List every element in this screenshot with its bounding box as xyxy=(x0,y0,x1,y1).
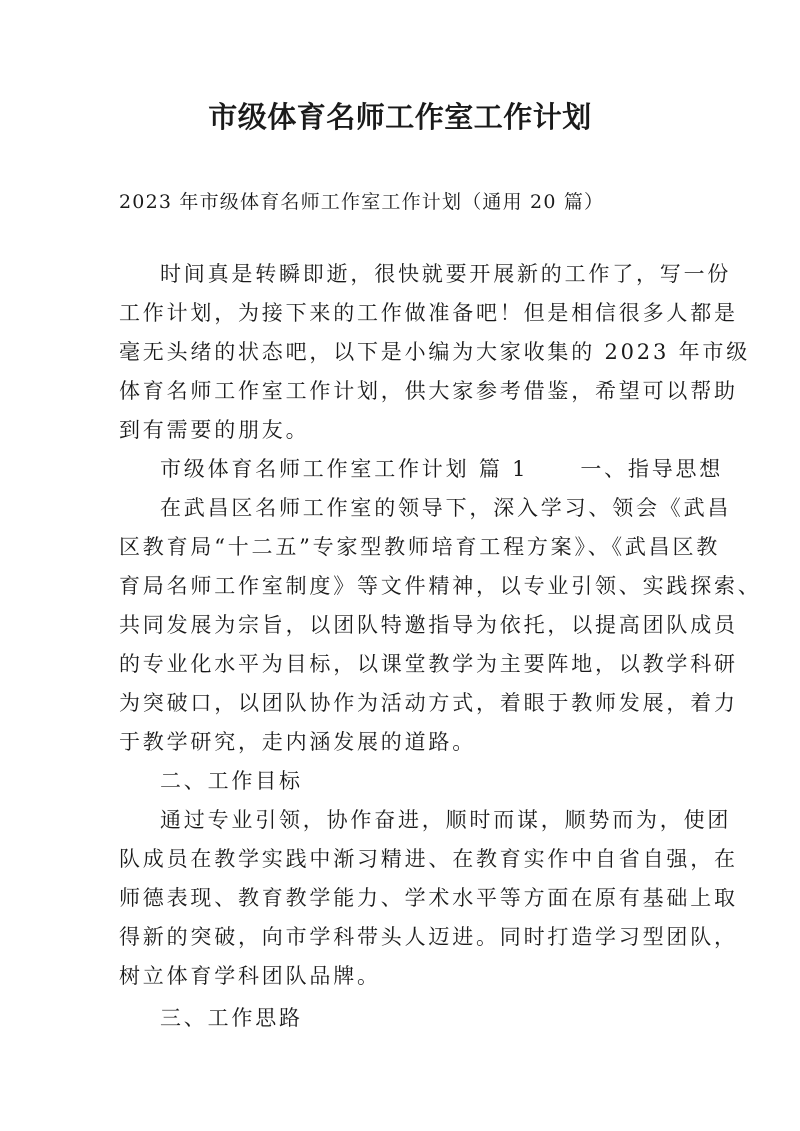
section-heading-line xyxy=(160,454,723,484)
paragraph-line: 的专业化水平为目标，以课堂教学为主要阵地，以教学科研 xyxy=(119,652,738,676)
paragraph-line: 在武昌区名师工作室的领导下，深入学习、领会《武昌 xyxy=(160,496,732,520)
paragraph-line: 工作计划，为接下来的工作做准备吧！但是相信很多人都是 xyxy=(119,301,738,325)
paragraph-line: 到有需要的朋友。 xyxy=(119,418,310,442)
paragraph-line: 得新的突破，向市学科带头人迈进。同时打造学习型团队， xyxy=(119,925,738,949)
document-title: 市级体育名师工作室工作计划 xyxy=(208,100,592,134)
paragraph-line: 队成员在教学实践中渐习精进、在教育实作中自省自强，在 xyxy=(119,847,738,871)
section-1-heading: 市级体育名师工作室工作计划 篇 1 xyxy=(160,457,529,481)
paragraph-line: 树立体育学科团队品牌。 xyxy=(119,964,381,988)
paragraph-line: 体育名师工作室工作计划，供大家参考借鉴，希望可以帮助 xyxy=(119,379,738,403)
paragraph-line: 育局名师工作室制度》等文件精神，以专业引领、实践探索、 xyxy=(119,574,762,598)
section-2-heading: 二、工作目标 xyxy=(160,769,303,793)
paragraph-line: 于教学研究，走内涵发展的道路。 xyxy=(119,730,476,754)
document-subtitle: 2023 年市级体育名师工作室工作计划（通用 20 篇） xyxy=(119,191,605,213)
paragraph-line: 师德表现、教育教学能力、学术水平等方面在原有基础上取 xyxy=(119,886,738,910)
section-3-heading: 三、工作思路 xyxy=(160,1006,303,1030)
paragraph-line: 为突破口，以团队协作为活动方式，着眼于教师发展，着力 xyxy=(119,691,738,715)
paragraph-line: 区教育局“十二五”专家型教师培育工程方案》、《武昌区教 xyxy=(119,535,721,559)
paragraph-line: 时间真是转瞬即逝，很快就要开展新的工作了，写一份 xyxy=(160,262,732,286)
paragraph-line: 毫无头绪的状态吧，以下是小编为大家收集的 2023 年市级 xyxy=(119,340,750,364)
section-1-subheading: 一、指导思想 xyxy=(580,457,724,481)
paragraph-line: 通过专业引领，协作奋进，顺时而谋，顺势而为，使团 xyxy=(160,808,732,832)
paragraph-line: 共同发展为宗旨，以团队特邀指导为依托，以提高团队成员 xyxy=(119,613,738,637)
